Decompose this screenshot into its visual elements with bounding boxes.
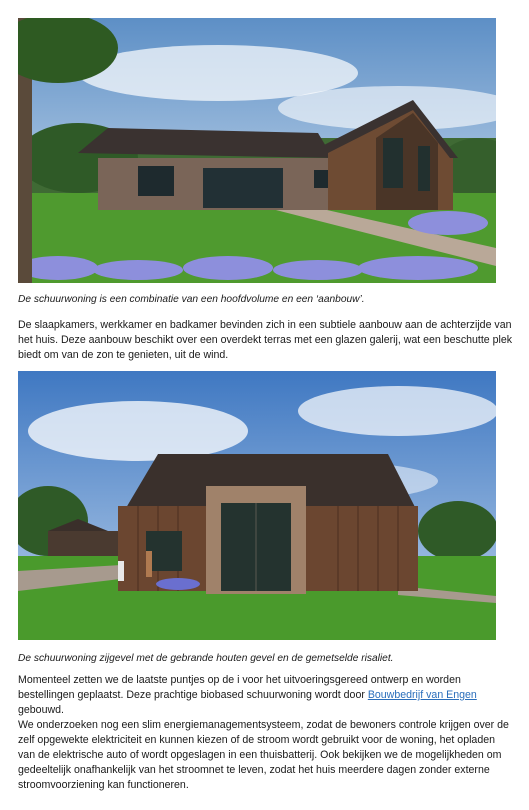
paragraph-text: De slaapkamers, werkkamer en badkamer bevinden zich in een subtiele aanbouw aan de achterzijde van het huis. Deze aanbouw beschikt over een overdekt terras met een glazen galerij, wat een beschutte plek biedt om van de zon te genieten, uit de wind.: [18, 319, 513, 361]
paragraph-energy: We onderzoeken nog een slim energiemanagementsysteem, zodat de bewoners controle krijgen over de zelf opgewekte elektriciteit en kunnen kiezen of de stroom wordt gebruikt voor de woning, het opladen van de elektrische auto of wordt opgeslagen in een thuisbatterij. Ook bekijken we de mogelijkheden om gedeeltelijk onafhankelijk van het stroomnet te leven, zodat het huis meerdere dagen zonder externe stroomvoorziening kan functioneren.: [18, 719, 509, 791]
text-before-link: Momenteel zetten we de laatste puntjes op de i voor het uitvoeringsgereed ontwerp en worden bestellingen geplaatst. Deze prachtige biobased schuurwoning wordt door: [18, 674, 461, 701]
house-render-image: [18, 18, 496, 283]
text-after-link: gebouwd.: [18, 704, 64, 716]
image-caption-2: De schuurwoning zijgevel met de gebrande houten gevel en de gemetselde risaliet.: [18, 653, 394, 664]
paragraph-status: [18, 673, 513, 793]
side-facade-render-image: [18, 371, 496, 640]
paragraph-text-status: [18, 673, 513, 718]
bouwbedrijf-link[interactable]: Bouwbedrijf van Engen: [367, 689, 477, 701]
paragraph-annex: [18, 318, 513, 363]
image-caption-1: De schuurwoning is een combinatie van een hoofdvolume en een ‘aanbouw’.: [18, 294, 365, 305]
